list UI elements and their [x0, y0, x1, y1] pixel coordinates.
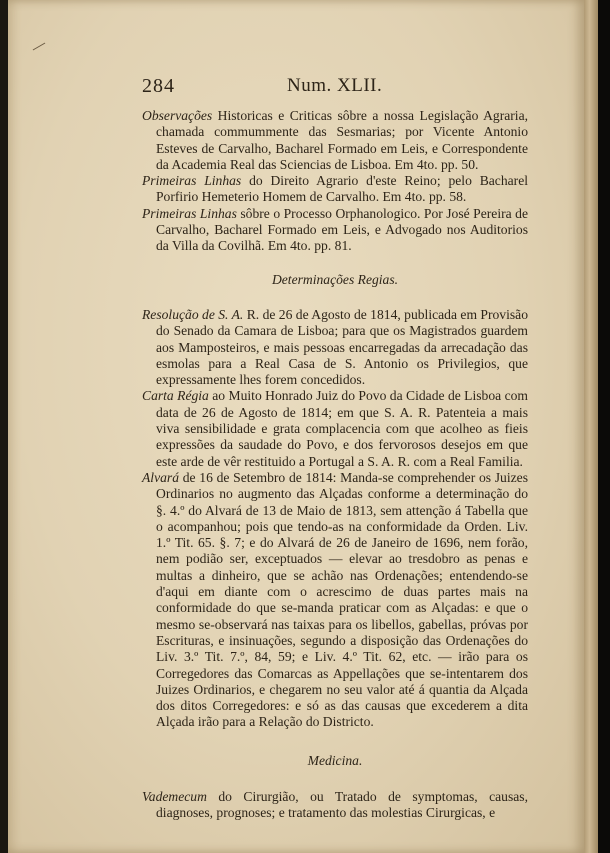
- page-content: [142, 75, 529, 822]
- entry-lead: Observações: [142, 108, 213, 123]
- entry-lead: Primeiras Linhas: [142, 173, 242, 189]
- bibliography-entry: [142, 108, 528, 173]
- section-heading: Medicina.: [307, 752, 363, 768]
- determination-entry: [142, 307, 528, 388]
- pencil-mark: [33, 43, 46, 51]
- entry-lead: Alvará: [142, 469, 179, 485]
- entry-text: do Cirurgião, ou Tratado de symptomas, causas, diagnoses, prognoses; e tratamento das molestias Cirurgicas, e: [156, 788, 528, 821]
- entry-lead: Primeiras Linhas: [142, 205, 237, 221]
- entry-text: Historicas e Criticas sôbre a nossa Legislação Agraria, chamada commummente das Sesmarias; por Vicente Antonio Esteves de Carvalho, Bacharel Formado em Leis, e Correspondente da Academia Real das Sciencias de Lisboa. Em 4to. pp. 50.: [156, 108, 528, 172]
- bibliography-list: [142, 108, 528, 255]
- entry-text: ao Muito Honrado Juiz do Povo da Cidade de Lisboa com data de 26 de Agosto de 1814; em que S. A. R. Patenteia a mais viva sensibilidade e grata complacencia com que acolheo as fieis expressões da saudade do Povo, e dos fervorosos desejos em que este arde de vêr restituido a Portugal a S. A. R. com a Real Familia.: [156, 388, 528, 469]
- entry-text: sôbre o Processo Orphanologico. Por José Pereira de Carvalho, Bacharel Formado em Leis, e Advogado nos Auditorios da Villa da Covilhã. Em 4to. pp. 81.: [156, 205, 528, 254]
- bibliography-entry: [142, 206, 528, 255]
- binding-edge: [0, 0, 8, 853]
- page-number: 284: [142, 75, 175, 97]
- section-heading: Determinações Regias.: [271, 271, 399, 287]
- entry-lead: Vademecum: [142, 788, 207, 804]
- entry-lead: Resolução de S. A.: [142, 306, 244, 322]
- page-header: [142, 75, 528, 108]
- medicine-entry: [142, 789, 528, 822]
- entry-lead: Carta Régia: [142, 388, 209, 404]
- determinations-list: [142, 307, 528, 731]
- entry-text: de 16 de Setembro de 1814: Manda-se comprehender os Juizes Ordinarios no augmento das Alçadas conforme a determinação do §. 4.º do Alvará de 13 de Maio de 1813, sem attenção á Tabella que o acompanhou; pois que tendo-as na conformidade da Orden. Liv. 1.º Tit. 65. §. 7; e do Alvará de 26 de Janeiro de 1696, nem forão, nem podião ser, exceptuados — elevar ao tresdobro as penas e multas a dinheiro, que se achão nas Ordenações; entendendo-se d'aqui em diante com o acrescimo de duas partes mais na conformidade do que se-manda praticar com as Alçadas: e que o mesmo se-observará nas taixas para os libellos, gabellas, próvas por Escrituras, e insinuações, segundo a disposição das Ordenações do Liv. 3.º Tit. 7.º, 84, 59; e Liv. 4.º Tit. 62, etc. — irão para os Corregedores das Comarcas as Appellações que se-intentarem dos Juizes Ordinarios, e chegarem no seu valor até á quantia da Alçada dos ditos Corregedores: e só as das causas que excederem a dita Alçada irão para a Relação do Districto.: [156, 469, 528, 730]
- determination-entry: [142, 388, 528, 469]
- running-title: Num. XLII.: [287, 75, 383, 96]
- bibliography-entry: [142, 173, 528, 206]
- entry-text: do Direito Agrario d'este Reino; pelo Bacharel Porfirio Hemeterio Homem de Carvalho. Em 4to. pp. 58.: [156, 173, 529, 205]
- entry-text: R. de 26 de Agosto de 1814, publicada em Provisão do Senado da Camara de Lisboa; para que os Magistrados guardem aos Mamposteiros, e mais pessoas encarregadas da arrecadação das esmolas para a Real Casa de S. Antonio os Privilegios, que expressamente lhes forem concedidos.: [156, 306, 528, 388]
- medicine-list: [142, 789, 528, 822]
- page-edge: [584, 0, 598, 853]
- determination-entry: [142, 470, 528, 731]
